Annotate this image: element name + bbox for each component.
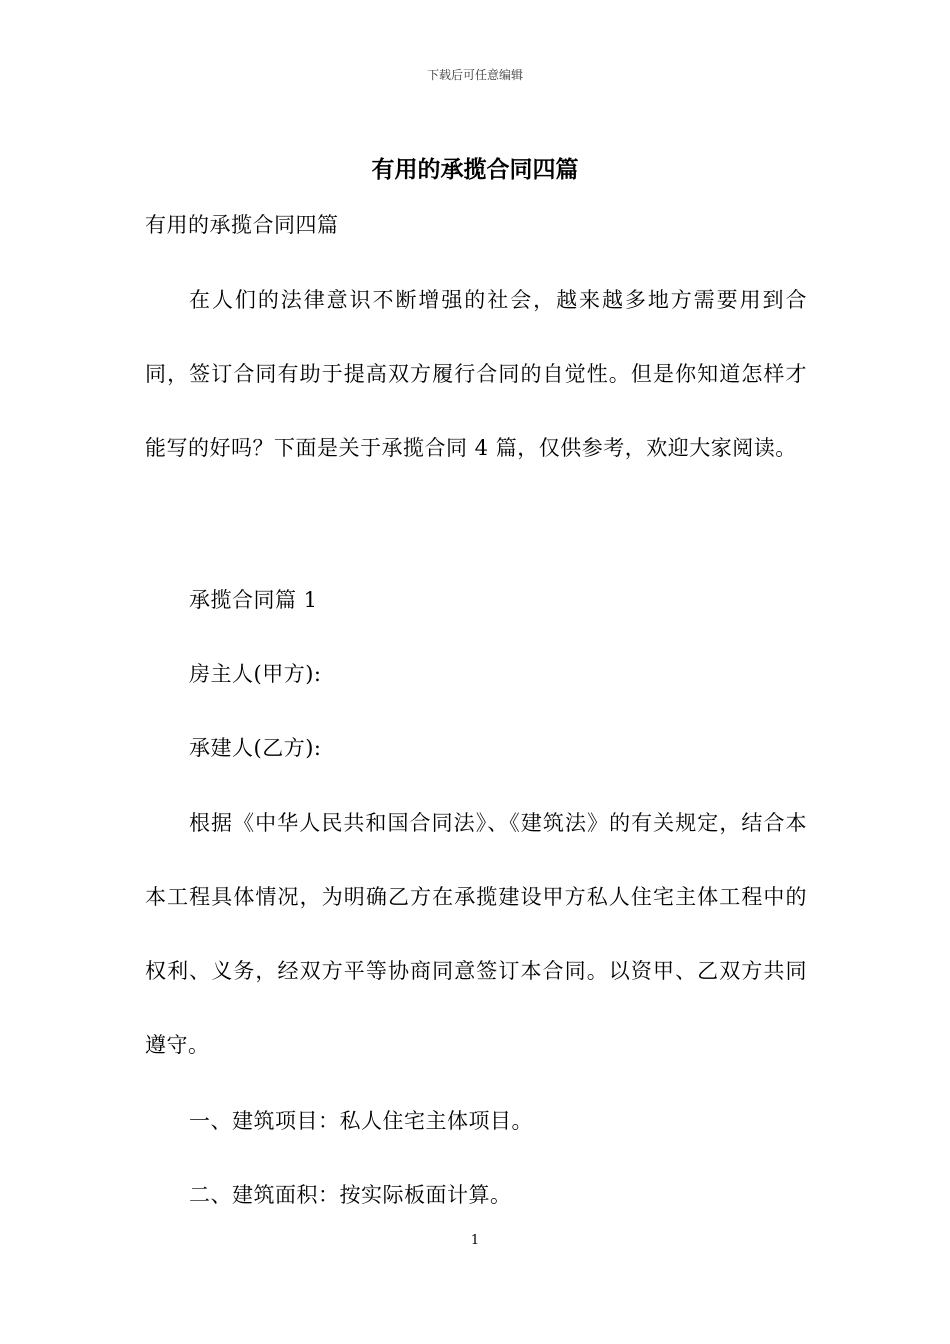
clause-2-building-area: 二、建筑面积：按实际板面计算。: [189, 1183, 512, 1207]
legal-basis-paragraph: 根据《中华人民共和国合同法》、《建筑法》的有关规定，结合本本工程具体情况，为明确乙方在承揽建设甲方私人住宅主体工程中的权利、义务，经双方平等协商同意签订本合同。以资甲、乙双方共同遵守。: [145, 811, 807, 1057]
document-subtitle: 有用的承揽合同四篇: [145, 213, 339, 237]
party-b-line: 承建人(乙方):: [189, 736, 322, 760]
page-number: 1: [470, 1233, 480, 1248]
document-title: 有用的承揽合同四篇: [371, 156, 579, 183]
party-a-line: 房主人(甲方):: [189, 662, 322, 686]
section-heading-contract-1: 承揽合同篇 1: [189, 588, 318, 612]
header-note: 下载后可任意编辑: [426, 68, 523, 82]
clause-1-building-project: 一、建筑项目：私人住宅主体项目。: [189, 1109, 533, 1133]
intro-paragraph: 在人们的法律意识不断增强的社会，越来越多地方需要用到合同，签订合同有助于提高双方履行合同的自觉性。但是你知道怎样才能写的好吗？下面是关于承揽合同 4 篇，仅供参考，欢迎大家阅读。: [145, 288, 807, 460]
